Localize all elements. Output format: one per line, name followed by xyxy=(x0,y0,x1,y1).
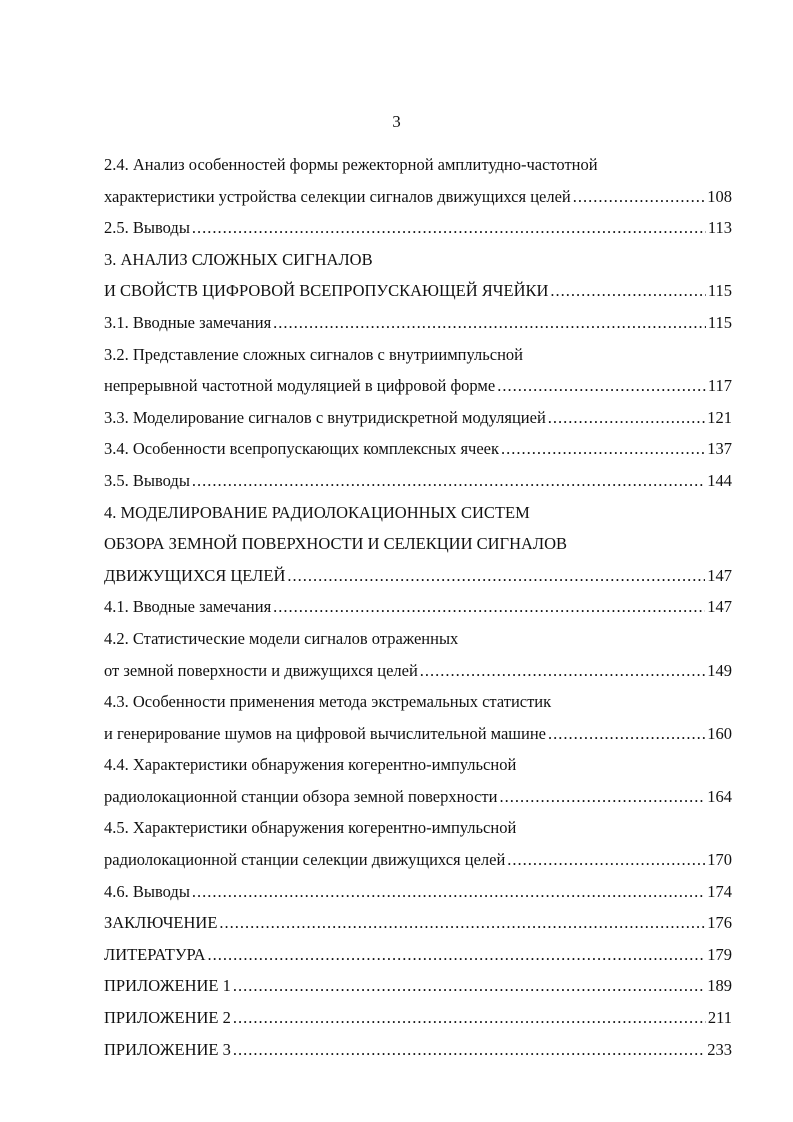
toc-entry xyxy=(104,591,732,623)
toc-leader-dots xyxy=(497,370,706,402)
toc-entry-title: ДВИЖУЩИХСЯ ЦЕЛЕЙ xyxy=(104,565,286,585)
toc-entry xyxy=(104,339,732,371)
toc-entry-title: ПРИЛОЖЕНИЕ 1 xyxy=(104,976,231,996)
toc-entry-title: 2.5. Выводы xyxy=(104,218,190,238)
toc-leader-dots xyxy=(287,560,705,592)
toc-entry-page: 179 xyxy=(707,944,732,964)
toc-entry-title: ОБЗОРА ЗЕМНОЙ ПОВЕРХНОСТИ И СЕЛЕКЦИИ СИГНАЛОВ xyxy=(104,534,568,554)
toc-entry-page: 115 xyxy=(707,281,732,301)
toc-entry-title: 4.6. Выводы xyxy=(104,881,190,901)
toc-leader-dots xyxy=(192,876,705,908)
toc-leader-dots xyxy=(548,718,705,750)
toc-leader-dots xyxy=(273,591,705,623)
toc-entry-page: 233 xyxy=(707,1039,732,1059)
page-number: 3 xyxy=(392,112,401,131)
toc-entry-page: 164 xyxy=(707,786,732,806)
toc-entry-title: 4.4. Характеристики обнаружения когерентно-импульсной xyxy=(104,755,517,775)
toc-entry-page: 176 xyxy=(707,913,732,933)
toc-entry xyxy=(104,718,732,750)
toc-entry-title: И СВОЙСТВ ЦИФРОВОЙ ВСЕПРОПУСКАЮЩЕЙ ЯЧЕЙКИ xyxy=(104,281,549,301)
toc-entry-title: 3.2. Представление сложных сигналов с внутриимпульсной xyxy=(104,344,523,364)
toc-entry xyxy=(104,275,732,307)
toc-entry-title: 4.5. Характеристики обнаружения когерентно-импульсной xyxy=(104,818,517,838)
toc-entry-title: ЛИТЕРАТУРА xyxy=(104,944,206,964)
toc-entry xyxy=(104,623,732,655)
toc-entry xyxy=(104,781,732,813)
toc-entry-page: 189 xyxy=(707,976,732,996)
toc-leader-dots xyxy=(233,1034,705,1066)
toc-leader-dots xyxy=(501,433,705,465)
toc-entry-title: 2.4. Анализ особенностей формы режекторной амплитудно-частотной xyxy=(104,155,598,174)
toc-entry xyxy=(104,655,732,687)
toc-entry-title: 4. МОДЕЛИРОВАНИЕ РАДИОЛОКАЦИОННЫХ СИСТЕМ xyxy=(104,502,530,522)
toc-entry-page: 117 xyxy=(707,376,732,396)
toc-leader-dots xyxy=(273,307,706,339)
toc-entry-title: ЗАКЛЮЧЕНИЕ xyxy=(104,913,218,933)
toc-entry-page: 108 xyxy=(707,186,732,206)
toc-entry-page: 113 xyxy=(707,218,732,238)
toc-leader-dots xyxy=(550,275,705,307)
toc-leader-dots xyxy=(507,844,705,876)
toc-entry-page: 160 xyxy=(707,723,732,743)
toc-entry-title: 3. АНАЛИЗ СЛОЖНЫХ СИГНАЛОВ xyxy=(104,249,373,269)
toc-entry xyxy=(104,939,732,971)
toc-entry xyxy=(104,749,732,781)
toc-entry-page: 137 xyxy=(707,439,732,459)
toc-entry xyxy=(104,433,732,465)
toc-entry-page: 170 xyxy=(707,850,732,870)
table-of-contents xyxy=(104,149,732,1065)
toc-entry-title: радиолокационной станции селекции движущихся целей xyxy=(104,850,506,870)
toc-entry-title: 3.5. Выводы xyxy=(104,470,190,490)
toc-entry xyxy=(104,149,732,181)
toc-entry xyxy=(104,402,732,434)
toc-entry-page: 121 xyxy=(707,407,732,427)
toc-entry-page: 144 xyxy=(707,470,732,490)
toc-entry xyxy=(104,244,732,276)
toc-entry-title: 3.1. Вводные замечания xyxy=(104,312,272,332)
toc-entry-title: непрерывной частотной модуляцией в цифровой форме xyxy=(104,376,496,396)
toc-entry xyxy=(104,370,732,402)
toc-entry xyxy=(104,497,732,529)
toc-entry-title: и генерирование шумов на цифровой вычислительной машине xyxy=(104,723,546,743)
toc-entry-title: радиолокационной станции обзора земной поверхности xyxy=(104,786,498,806)
toc-entry-title: 3.4. Особенности всепропускающих комплексных ячеек xyxy=(104,439,499,459)
toc-entry-page: 115 xyxy=(707,312,732,332)
toc-entry xyxy=(104,307,732,339)
toc-entry-title: 3.3. Моделирование сигналов с внутридискретной модуляцией xyxy=(104,407,546,427)
toc-leader-dots xyxy=(499,781,705,813)
toc-entry-page: 149 xyxy=(707,660,732,680)
toc-entry-title: ПРИЛОЖЕНИЕ 2 xyxy=(104,1008,231,1028)
toc-leader-dots xyxy=(192,212,706,244)
toc-entry xyxy=(104,212,732,244)
toc-leader-dots xyxy=(573,181,705,213)
toc-leader-dots xyxy=(219,907,705,939)
toc-entry-title: от земной поверхности и движущихся целей xyxy=(104,660,418,680)
toc-entry xyxy=(104,1002,732,1034)
toc-leader-dots xyxy=(208,939,706,971)
toc-entry xyxy=(104,560,732,592)
toc-entry-title: ПРИЛОЖЕНИЕ 3 xyxy=(104,1039,231,1059)
toc-entry-page: 147 xyxy=(707,597,732,617)
toc-leader-dots xyxy=(420,655,705,687)
toc-entry xyxy=(104,181,732,213)
toc-entry-title: 4.3. Особенности применения метода экстремальных статистик xyxy=(104,692,552,712)
toc-entry xyxy=(104,1034,732,1066)
toc-leader-dots xyxy=(233,1002,706,1034)
toc-entry-page: 174 xyxy=(707,881,732,901)
toc-entry xyxy=(104,844,732,876)
toc-leader-dots xyxy=(548,402,705,434)
toc-entry-page: 147 xyxy=(707,565,732,585)
toc-entry-title: 4.1. Вводные замечания xyxy=(104,597,272,617)
toc-entry-page: 211 xyxy=(707,1008,732,1028)
toc-entry xyxy=(104,907,732,939)
toc-entry xyxy=(104,970,732,1002)
toc-leader-dots xyxy=(192,465,705,497)
toc-entry xyxy=(104,465,732,497)
toc-entry xyxy=(104,876,732,908)
toc-entry xyxy=(104,812,732,844)
toc-entry xyxy=(104,528,732,560)
toc-entry xyxy=(104,686,732,718)
toc-leader-dots xyxy=(233,970,705,1002)
toc-entry-title: 4.2. Статистические модели сигналов отраженных xyxy=(104,628,459,648)
toc-entry-title: характеристики устройства селекции сигналов движущихся целей xyxy=(104,186,571,206)
